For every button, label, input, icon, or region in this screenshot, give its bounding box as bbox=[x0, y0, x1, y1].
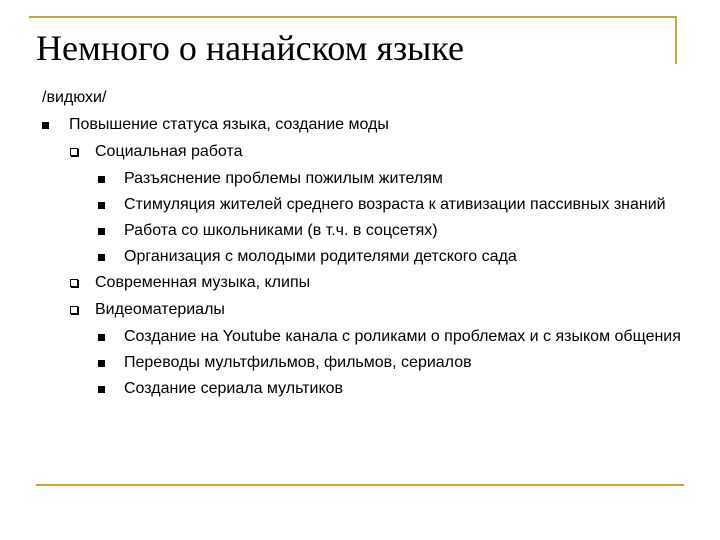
point-item bbox=[0, 353, 684, 373]
sub-item-social-work bbox=[0, 142, 720, 162]
point-item bbox=[0, 379, 684, 399]
bullet-item-status bbox=[0, 115, 720, 135]
bullet-list bbox=[0, 115, 720, 405]
point-item bbox=[0, 169, 684, 189]
bullet-text: Повышение статуса языка, создание моды bbox=[69, 116, 389, 133]
point-text: Переводы мультфильмов, фильмов, сериалов bbox=[124, 354, 472, 371]
square-bullet-icon bbox=[98, 334, 105, 341]
square-bullet-icon bbox=[98, 228, 105, 235]
square-bullet-icon bbox=[98, 176, 105, 183]
point-text: Работа со школьниками (в т.ч. в соцсетях) bbox=[124, 222, 438, 239]
hollow-square-bullet-icon bbox=[70, 279, 78, 287]
point-item bbox=[0, 195, 684, 215]
square-bullet-icon bbox=[98, 386, 105, 393]
point-text: Организация с молодыми родителями детского сада bbox=[124, 248, 517, 265]
subheading: /видюхи/ bbox=[42, 89, 107, 106]
hollow-square-bullet-icon bbox=[70, 148, 78, 156]
point-item bbox=[0, 221, 684, 241]
sub-item-video bbox=[0, 300, 720, 320]
square-bullet-icon bbox=[98, 202, 105, 209]
point-text: Создание сериала мультиков bbox=[124, 380, 344, 397]
square-bullet-icon bbox=[42, 122, 49, 129]
bottom-divider bbox=[36, 484, 684, 486]
sub-item-text: Современная музыка, клипы bbox=[95, 274, 311, 291]
sub-item-text: Видеоматериалы bbox=[95, 301, 225, 318]
point-text: Разъяснение проблемы пожилым жителям bbox=[124, 170, 443, 187]
point-text: Создание на Youtube канала с роликами о проблемах и с языком общения bbox=[124, 328, 681, 345]
square-bullet-icon bbox=[98, 360, 105, 367]
sub-item-music bbox=[0, 273, 720, 293]
slide-title: Немного о нанайском языке bbox=[36, 28, 464, 68]
sub-item-text: Социальная работа bbox=[95, 143, 243, 160]
point-text: Стимуляция жителей среднего возраста к ативизации пассивных знаний bbox=[124, 196, 666, 213]
point-item bbox=[0, 247, 684, 267]
hollow-square-bullet-icon bbox=[70, 306, 78, 314]
point-item bbox=[0, 327, 684, 347]
square-bullet-icon bbox=[98, 254, 105, 261]
